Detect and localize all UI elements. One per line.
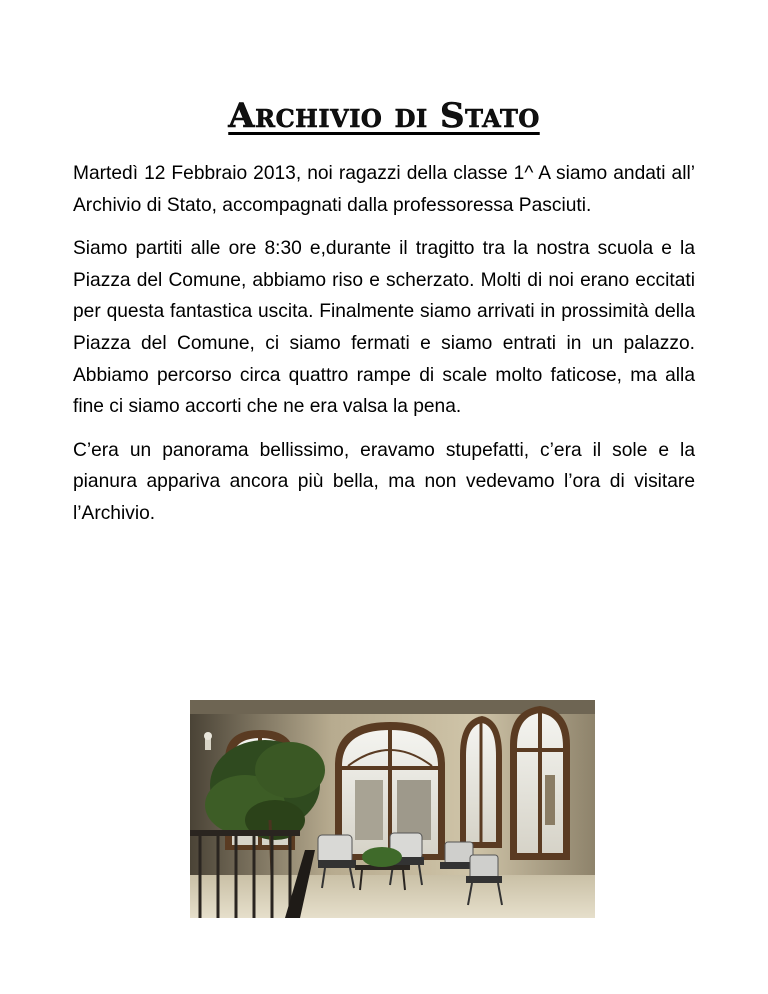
page-title-wrap (0, 96, 768, 136)
body-text (73, 158, 695, 542)
paragraph-2: Siamo partiti alle ore 8:30 e,durante il tragitto tra la nostra scuola e la Piazza del Comune, abbiamo riso e scherzato. Molti di noi erano eccitati per questa fantastica uscita. Finalmente siamo arrivati in prossimità della Piazza del Comune, ci siamo fermati e siamo entrati in un palazzo. Abbiamo percorso circa quattro rampe di scale molto faticose, ma alla fine ci siamo accorti che ne era valsa la pena. (73, 238, 695, 418)
paragraph-3: C’era un panorama bellissimo, eravamo stupefatti, c’era il sole e la pianura appariva ancora più bella, ma non vedevamo l’ora di visitare l’Archivio. (73, 439, 695, 524)
page-title: Archivio di Stato (228, 96, 540, 136)
paragraph-1: Martedì 12 Febbraio 2013, noi ragazzi della classe 1^ A siamo andati all’ Archivio di Stato, accompagnati dalla professoressa Pasciuti. (73, 163, 695, 216)
photo-illustration (190, 700, 595, 918)
archive-room-photo (190, 700, 595, 918)
